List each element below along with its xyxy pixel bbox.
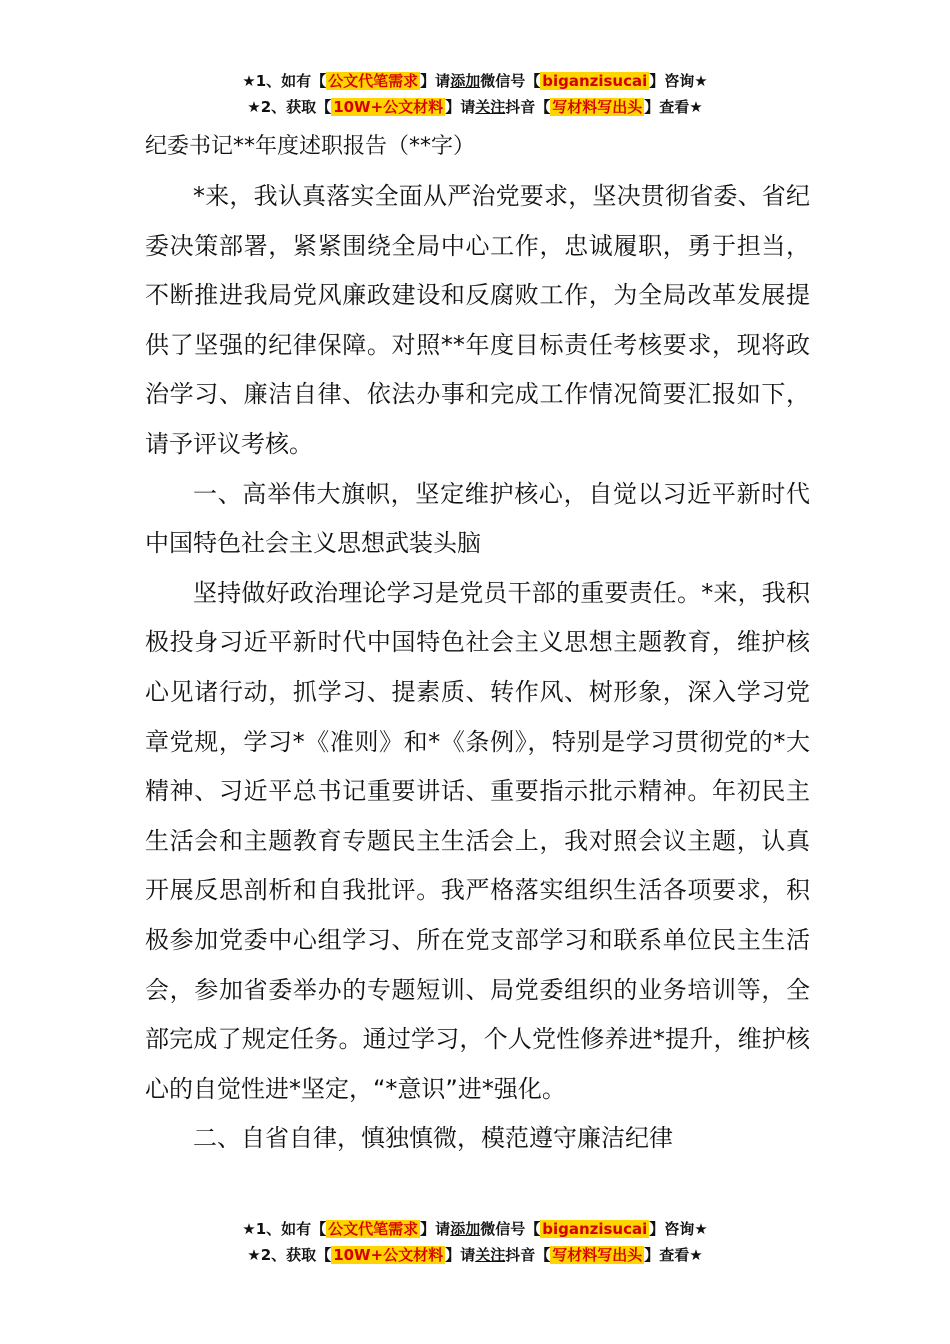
promo-text: 】请 — [445, 1246, 476, 1264]
promo-text: 微信号【 — [480, 1220, 541, 1238]
promo-text: 】咨询★ — [649, 1220, 708, 1238]
promo-highlight: biganzisucai — [542, 1220, 648, 1238]
promo-underline-text: 添加 — [450, 1220, 481, 1238]
section-heading-2: 二、自省自律，慎独慎微，模范遵守廉洁纪律 — [193, 1124, 673, 1153]
promo-text: ★1、如有【 — [242, 72, 327, 90]
promo-highlight: 公文代笔需求 — [328, 1220, 419, 1238]
promo-highlight: 写材料写出头 — [552, 98, 643, 116]
promo-highlight: 10W+公文材料 — [333, 98, 444, 116]
promo-text: ★2、获取【 — [247, 98, 332, 116]
promo-line-1 — [0, 1216, 950, 1242]
promo-text: ★2、获取【 — [247, 1246, 332, 1264]
paragraph-section-1: 坚持做好政治理论学习是党员干部的重要责任。*来，我积极投身习近平新时代中国特色社会主义思想主题教育，维护核心见诸行动，抓学习、提素质、转作风、树形象，深入学习党章党规，学习*《准则》和*《条例》，特别是学习贯彻党的*大精神、习近平总书记重要讲话、重要指示批示精神。年初民主生活会和主题教育专题民主生活会上，我对照会议主题，认真开展反思剖析和自我批评。我严格落实组织生活各项要求，积极参加党委中心组学习、所在党支部学习和联系单位民主生活会，参加省委举办的专题短训、局党委组织的业务培训等，全部完成了规定任务。通过学习，个人党性修养进*提升，维护核心的自觉性进*坚定，“*意识”进*强化。 — [145, 578, 810, 1103]
promo-text: 】请 — [420, 72, 451, 90]
promo-banner-top — [0, 68, 950, 120]
promo-text: 】查看★ — [644, 1246, 703, 1264]
promo-underline-text: 添加 — [450, 72, 481, 90]
promo-text: 抖音【 — [505, 98, 551, 116]
section-heading-1: 一、高举伟大旗帜，坚定维护核心，自觉以习近平新时代中国特色社会主义思想武装头脑 — [145, 479, 810, 558]
document-title: 纪委书记**年度述职报告（**字） — [145, 134, 476, 159]
promo-text: ★1、如有【 — [242, 1220, 327, 1238]
promo-highlight: 10W+公文材料 — [333, 1246, 444, 1264]
promo-text: 微信号【 — [480, 72, 541, 90]
promo-banner-bottom — [0, 1216, 950, 1268]
promo-highlight: biganzisucai — [542, 72, 648, 90]
promo-line-2 — [0, 94, 950, 120]
promo-underline-text: 关注 — [475, 1246, 506, 1264]
promo-highlight: 公文代笔需求 — [328, 72, 419, 90]
promo-text: 】查看★ — [644, 98, 703, 116]
promo-text: 抖音【 — [505, 1246, 551, 1264]
promo-text: 】请 — [445, 98, 476, 116]
promo-text: 】咨询★ — [649, 72, 708, 90]
paragraph-intro: *来，我认真落实全面从严治党要求，坚决贯彻省委、省纪委决策部署，紧紧围绕全局中心工作，忠诚履职，勇于担当，不断推进我局党风廉政建设和反腐败工作，为全局改革发展提供了坚强的纪律保障。对照**年度目标责任考核要求，现将政治学习、廉洁自律、依法办事和完成工作情况简要汇报如下，请予评议考核。 — [145, 182, 810, 458]
promo-underline-text: 关注 — [475, 98, 506, 116]
promo-line-1 — [0, 68, 950, 94]
promo-text: 】请 — [420, 1220, 451, 1238]
document-body — [145, 172, 810, 1164]
promo-line-2 — [0, 1242, 950, 1268]
promo-highlight: 写材料写出头 — [552, 1246, 643, 1264]
